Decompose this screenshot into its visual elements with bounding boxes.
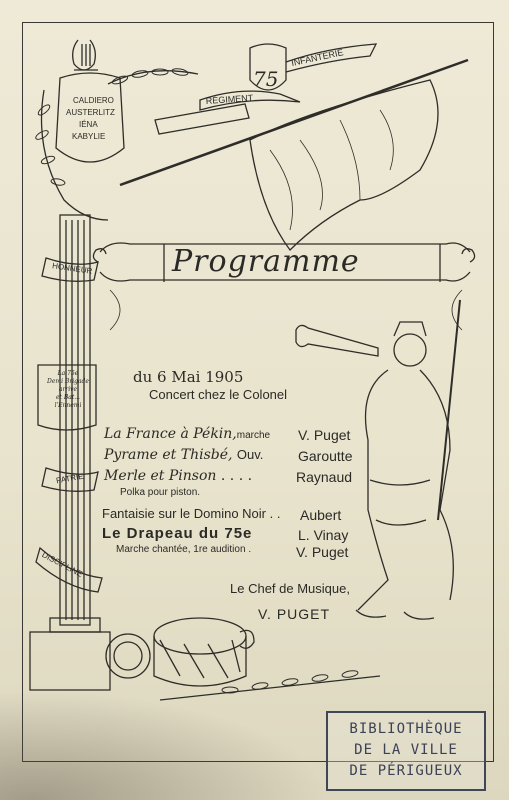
battle-2: AUSTERLITZ — [66, 108, 115, 117]
stamp-line: DE PÉRIGUEUX — [349, 763, 463, 779]
program-item-name: Merle et Pinson — [104, 468, 217, 484]
battle-1: CALDIERO — [73, 96, 114, 105]
program-item-title — [104, 426, 270, 442]
page-title: Programme — [172, 244, 360, 279]
column-banner-patrie: PATRIE — [55, 471, 85, 486]
tablet-line: arrive — [58, 386, 78, 393]
program-item-name: Marche chantée, 1re audition — [116, 544, 246, 555]
program-item-name: Fantaisie sur le Domino Noir — [102, 506, 267, 521]
regiment-banner-text: RÉGIMENT — [205, 92, 254, 106]
battle-shield-icon — [56, 73, 124, 162]
tablet-line: et Bat... — [56, 394, 80, 401]
stamp-line: BIBLIOTHÈQUE — [349, 721, 463, 737]
lyre-icon — [73, 40, 98, 70]
program-item-composer: V. Puget — [298, 427, 351, 443]
program-item-title — [102, 506, 280, 521]
program-item-composer: Aubert — [300, 507, 342, 523]
library-stamp — [326, 711, 486, 791]
program-item-title: Le Drapeau du 75e — [102, 525, 253, 542]
program-item-composer: Raynaud — [296, 469, 353, 485]
program-item-note: marche — [236, 430, 271, 441]
column-tablet — [42, 370, 94, 410]
program-item-subtitle: Polka pour piston. — [120, 487, 201, 498]
column-banner-discipline: DISCIPLINE — [40, 550, 84, 579]
column — [30, 215, 110, 690]
program-item-composer: L. Vinay — [298, 527, 349, 543]
signature-role: Le Chef de Musique, — [230, 581, 350, 596]
program-item-dots: . . — [269, 506, 281, 521]
program-item-dots: . . . . — [220, 468, 253, 484]
battle-3: IÉNA — [79, 120, 98, 129]
program-item-note: Ouv. — [236, 447, 264, 462]
regiment-number: 75 — [253, 67, 279, 91]
program-item-title — [104, 447, 263, 463]
battle-4: KABYLIE — [72, 132, 106, 141]
program-item-title — [116, 544, 251, 555]
program-item-title — [104, 468, 252, 484]
signature-name: V. PUGET — [258, 606, 331, 622]
column-banner-honneur: HONNEUR — [51, 261, 93, 276]
stamp-line: DE LA VILLE — [354, 742, 458, 758]
tablet-line: Demi Brigade — [47, 378, 89, 385]
tablet-line: La 75e — [57, 370, 79, 377]
program-item-name: Pyrame et Thisbé, — [104, 447, 233, 463]
drum-icon — [106, 618, 254, 686]
concert-date: du 6 Mai 1905 — [133, 368, 244, 386]
program-item-dots: . — [248, 544, 252, 555]
laurel-bottom-icon — [160, 676, 380, 700]
flag-pole — [120, 60, 468, 185]
program-item-composer: V. Puget — [296, 544, 349, 560]
concert-subtitle: Concert chez le Colonel — [149, 387, 288, 402]
program-item-composer: Garoutte — [298, 448, 353, 464]
program-item-name: La France à Pékin, — [104, 426, 237, 442]
infantry-banner-text: INFANTERIE — [290, 47, 345, 68]
tablet-line: l'Ennemi — [54, 402, 82, 409]
